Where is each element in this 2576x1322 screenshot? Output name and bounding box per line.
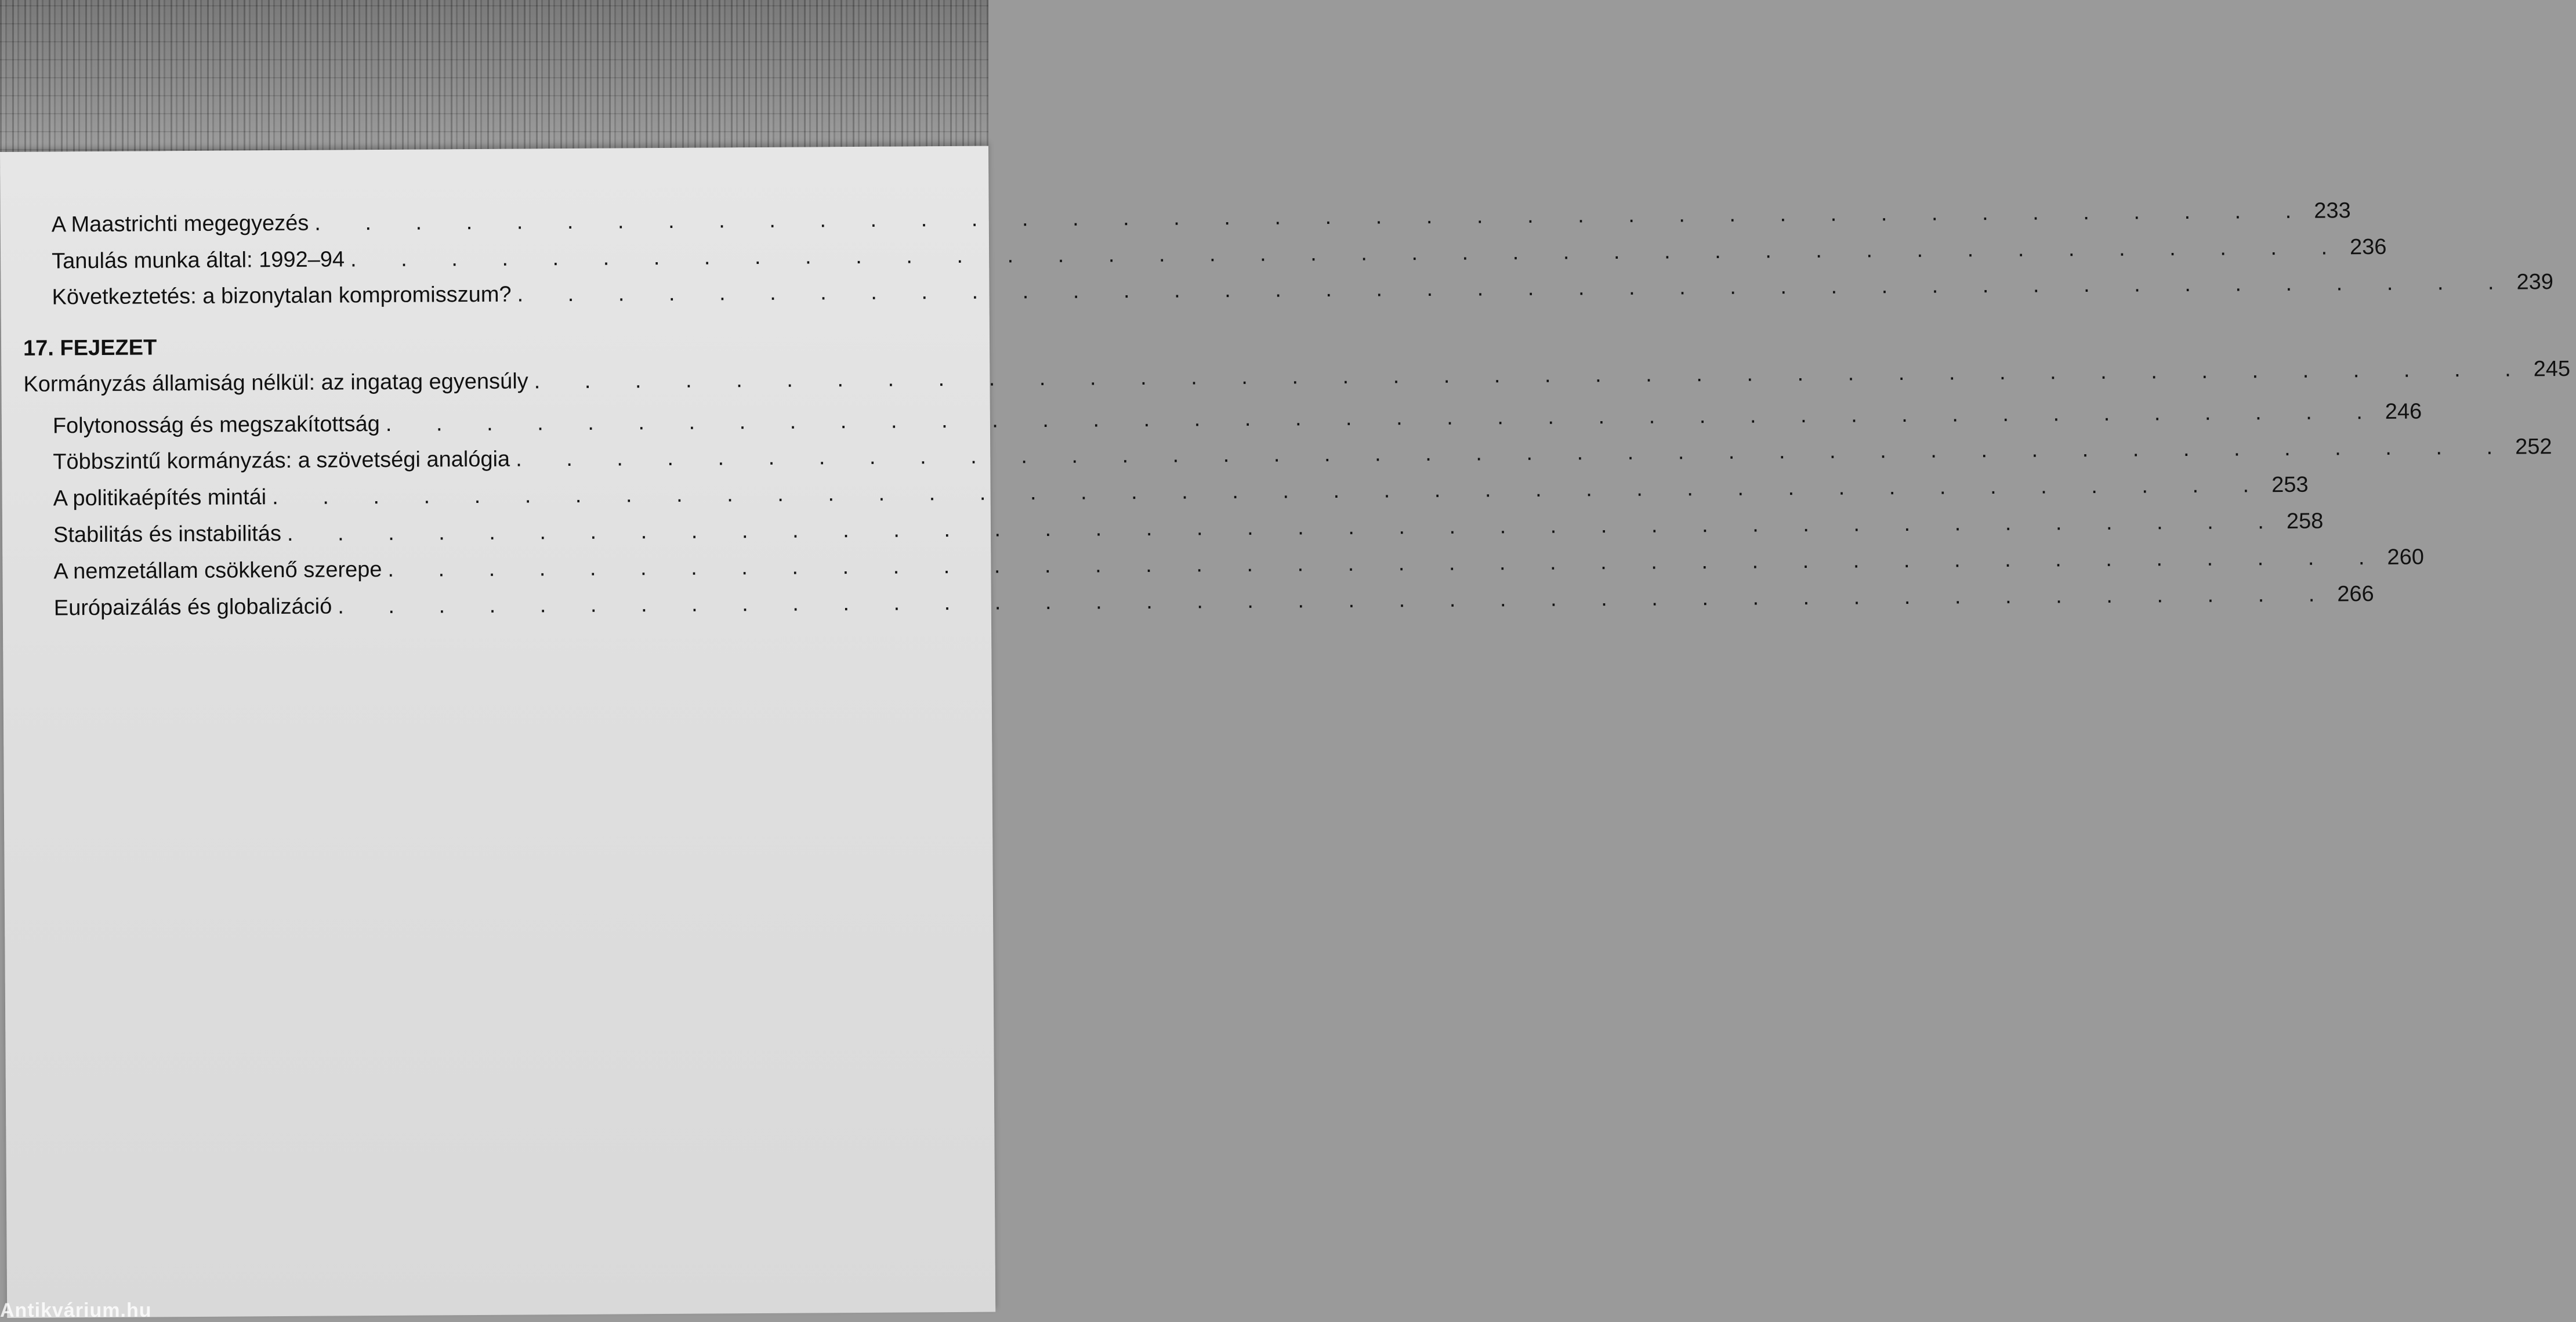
dot-leader: . . . . . . . . . . . . . . . . . . . . . . . . . . . . . . . . . . . . . . . . — [272, 473, 2269, 510]
toc-entry-title: Folytonosság és megszakítottság — [52, 412, 380, 439]
toc-entry — [52, 270, 2554, 314]
toc-entry-title: A Maastrichti megegyezés — [51, 211, 309, 237]
watermark: Antikvárium.hu — [0, 1299, 152, 1321]
toc-entry — [53, 509, 2324, 552]
toc-entry-page: 233 — [2314, 198, 2351, 223]
toc-entry — [52, 399, 2422, 443]
toc-entry-page: 258 — [2286, 509, 2324, 534]
toc-entry-title: Többszintű kormányzás: a szövetségi analógia — [53, 447, 510, 475]
table-of-contents — [0, 146, 2571, 1318]
toc-entry-title: Tanulás munka által: 1992–94 — [52, 247, 345, 274]
chapter-title-entry — [23, 356, 2571, 401]
book-page — [0, 146, 2571, 1318]
toc-entry — [53, 472, 2309, 515]
toc-entry — [53, 545, 2425, 588]
toc-entry-title: A nemzetállam csökkenő szerepe — [53, 557, 382, 584]
dot-leader: . . . . . . . . . . . . . . . . . . . . . . . . . . . . . . . . . . . . . . . . — [387, 545, 2384, 582]
dot-leader: . . . . . . . . . . . . . . . . . . . . . . . . . . . . . . . . . . . . . . . . — [385, 399, 2382, 436]
toc-entry-page: 246 — [2385, 399, 2422, 424]
chapter-heading: 17. FEJEZET — [23, 335, 157, 361]
toc-entry-page: 236 — [2349, 234, 2387, 260]
toc-entry-title: Következtetés: a bizonytalan kompromisszum? — [52, 282, 512, 310]
chapter-page: 245 — [2533, 356, 2571, 382]
toc-entry — [52, 234, 2387, 278]
chapter-title: Kormányzás államiság nélkül: az ingatag egyensúly — [23, 369, 528, 397]
dot-leader: . . . . . . . . . . . . . . . . . . . . . . . . . . . . . . . . . . . . . . . . — [515, 434, 2512, 472]
dot-leader: . . . . . . . . . . . . . . . . . . . . . . . . . . . . . . . . . . . . . . . . — [338, 582, 2334, 619]
toc-entry-title: Stabilitás és instabilitás — [53, 521, 282, 548]
toc-entry-page: 239 — [2516, 270, 2554, 295]
toc-entry — [53, 434, 2552, 479]
toc-entry — [53, 582, 2374, 625]
toc-entry — [51, 198, 2351, 241]
toc-entry-title: Európaizálás és globalizáció — [53, 594, 332, 621]
toc-entry-title: A politikaépítés mintái — [53, 485, 267, 511]
background-surface — [0, 0, 988, 168]
toc-entry-page: 252 — [2515, 434, 2552, 459]
dot-leader: . . . . . . . . . . . . . . . . . . . . . . . . . . . . . . . . . . . . . . . . — [534, 357, 2530, 394]
dot-leader: . . . . . . . . . . . . . . . . . . . . . . . . . . . . . . . . . . . . . . . . — [287, 509, 2284, 546]
dot-leader: . . . . . . . . . . . . . . . . . . . . . . . . . . . . . . . . . . . . . . . . — [350, 235, 2347, 272]
toc-entry-page: 266 — [2337, 582, 2374, 607]
toc-entry-page: 253 — [2271, 472, 2309, 498]
toc-entry-page: 260 — [2387, 545, 2425, 570]
dot-leader: . . . . . . . . . . . . . . . . . . . . . . . . . . . . . . . . . . . . . . . . — [314, 198, 2311, 236]
dot-leader: . . . . . . . . . . . . . . . . . . . . . . . . . . . . . . . . . . . . . . . . — [517, 270, 2513, 307]
